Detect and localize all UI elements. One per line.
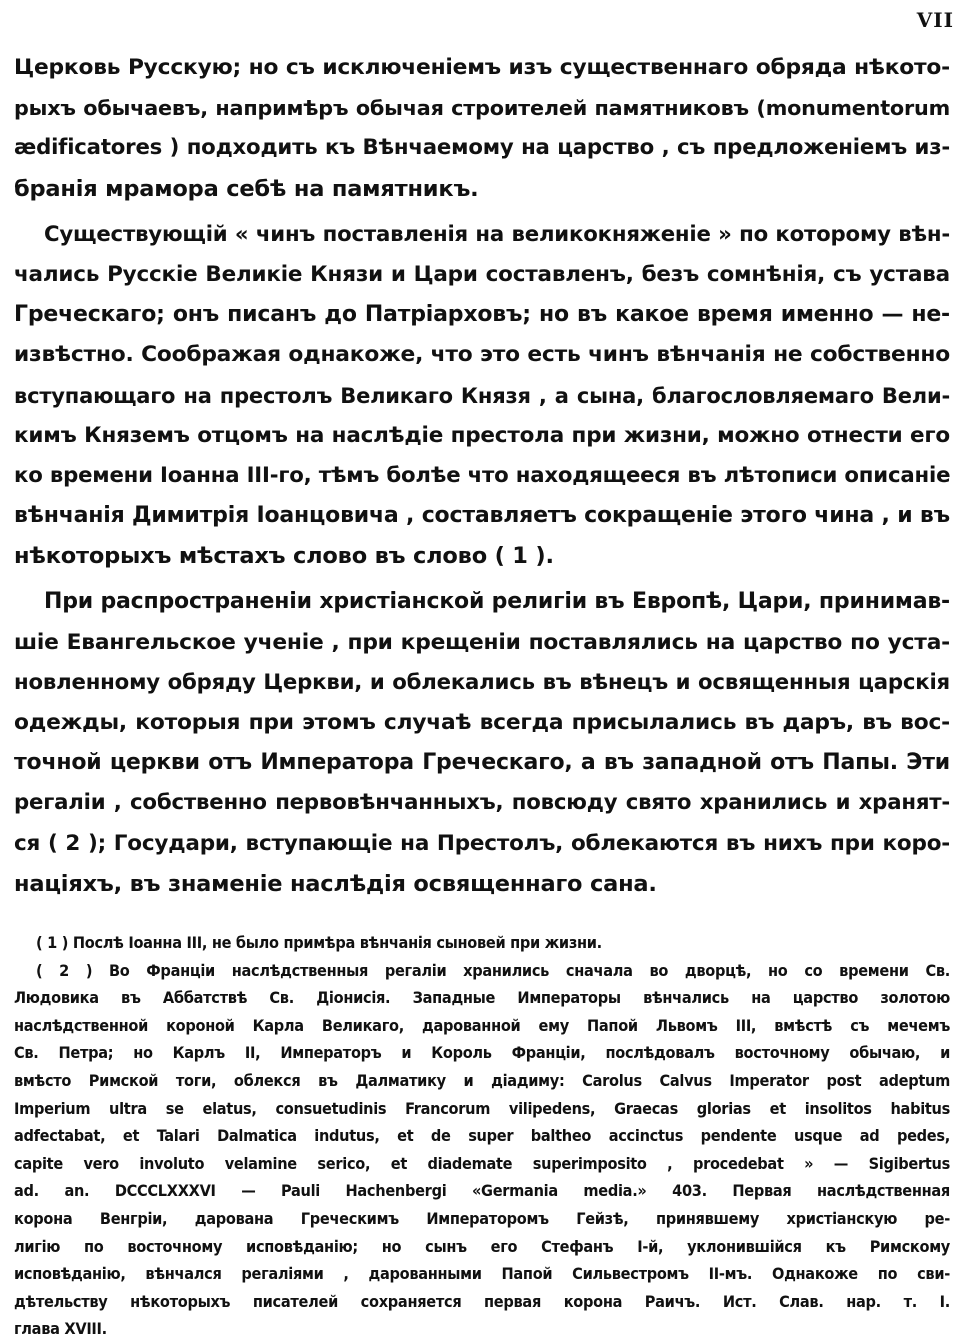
footnote-line: Imperium ultra se elatus, consuetudinis Francorum vilipedens, Graecas glorias et insolitos habitus — [14, 1098, 950, 1118]
text-line: шіе Евангельское ученіе , при крещеніи поставлялись на царство по уста- — [14, 629, 950, 655]
footnote-line: исповѣданію, вѣнчался регаліями , дарованными Папой Сильвестромъ II-мъ. Однакоже по сви- — [14, 1264, 950, 1284]
main-text — [14, 48, 950, 904]
paragraph — [14, 48, 950, 209]
text-line: При распространеніи христіанской религіи въ Европѣ, Цари, принимав- — [44, 589, 950, 615]
text-line: точной церкви отъ Императора Греческаго, а въ западной отъ Папы. Эти — [14, 750, 950, 776]
footnote-line: ad. an. DCCCLXXXVI — Pauli Hachenbergi «Germania media.» 403. Первая наслѣдственная — [14, 1181, 950, 1201]
text-line: ся ( 2 ); Государи, вступающіе на Престолъ, облекаются въ нихъ при коро- — [14, 830, 950, 856]
text-line: вѣнчанія Димитрія Іоанцовича , составляетъ сокращеніе этого чина , и въ — [14, 503, 950, 529]
page-number: VII — [916, 8, 954, 32]
paragraph — [14, 582, 950, 904]
footnotes — [14, 929, 950, 1343]
text-line: извѣстно. Соображая однакоже, что это есть чинъ вѣнчанія не собственно — [14, 342, 950, 368]
text-line: нѣкоторыхъ мѣстахъ слово въ слово ( 1 ). — [14, 543, 554, 570]
footnote-line: дѣтельству нѣкоторыхъ писателей сохраняется первая корона Раичъ. Ист. Слав. нар. т. I. — [14, 1291, 950, 1311]
footnote — [14, 957, 950, 1343]
text-line: вступающаго на престолъ Великаго Князя , а сына, благословляемаго Вели- — [14, 383, 950, 408]
text-line: регаліи , собственно первовѣнчанныхъ, повсюду свято хранились и хранят- — [14, 790, 950, 816]
text-line: одежды, которыя при этомъ случаѣ всегда присылались въ даръ, въ вос- — [14, 710, 950, 735]
text-line: Греческаго; онъ писанъ до Патріарховъ; но въ какое время именно — не- — [14, 302, 950, 328]
footnote — [14, 929, 950, 957]
footnote-line: capite vero involuto velamine serico, et diademate superimposito , procedebat » — Sigibertus — [14, 1153, 950, 1173]
footnote-line: adfectabat, et Talari Dalmatica indutus, et de super baltheo accinctus pendente usque ad pedes, — [14, 1126, 950, 1146]
paragraph — [14, 215, 950, 577]
footnote-line: лигію по восточному исповѣданію; но сынъ его Стефанъ I-й, уклонившійся къ Римскому — [14, 1236, 950, 1256]
footnote-line: ( 1 ) Послѣ Іоанна III, не было примѣра вѣнчанія сыновей при жизни. — [36, 933, 602, 952]
footnote-line: корона Венгріи, дарована Греческимъ Императоромъ Гейзѣ, принявшему христіанскую ре- — [14, 1208, 950, 1228]
text-line: ко времени Іоанна III-го, тѣмъ болѣе что находящееся въ лѣтописи описаніе — [14, 462, 951, 488]
text-line: ædificatores ) подходить къ Вѣнчаемому на царство , съ предложеніемъ из- — [14, 135, 950, 161]
text-line: націяхъ, въ знаменіе наслѣдія освященнаго сана. — [14, 870, 657, 897]
text-line: рыхъ обычаевъ, напримѣръ обычая строителей памятниковъ (monumentorum — [14, 96, 950, 121]
text-line: кимъ Княземъ отцомъ на наслѣдіе престола при жизни, можно отнести его — [14, 422, 950, 448]
footnote-line: ( 2 ) Во Франціи наслѣдственныя регаліи хранились сначала во дворцѣ, но со времени Св. — [36, 960, 950, 980]
text-line: чались Русскіе Великіе Князи и Цари составленъ, безъ сомнѣнія, съ устава — [14, 261, 950, 287]
footnote-line: вмѣсто Римской тоги, облекся въ Далматику и діадиму: Carolus Calvus Imperator post adeptum — [14, 1070, 950, 1090]
footnote-line: Св. Петра; но Карлъ II, Императоръ и Король Франціи, послѣдовалъ восточному обычаю, и — [14, 1043, 950, 1063]
footnote-line: глава XVIII. — [14, 1319, 107, 1339]
text-line: Существующій « чинъ поставленія на великокняженіе » по которому вѣн- — [44, 221, 950, 247]
footnote-line: Людовика въ Аббатствѣ Св. Діонисія. Западные Императоры вѣнчались на царство золотою — [14, 988, 950, 1008]
text-line: Церковь Русскую; но съ исключеніемъ изъ существеннаго обряда нѣкото- — [14, 55, 950, 80]
text-line: новленному обряду Церкви, и облекались въ вѣнецъ и освященныя царскія — [14, 669, 950, 695]
footnote-line: наслѣдственной короной Карла Великаго, дарованной ему Папой Львомъ III, вмѣстѣ съ мечемъ — [14, 1015, 950, 1035]
text-line: бранія мрамора себѣ на памятникъ. — [14, 175, 479, 202]
